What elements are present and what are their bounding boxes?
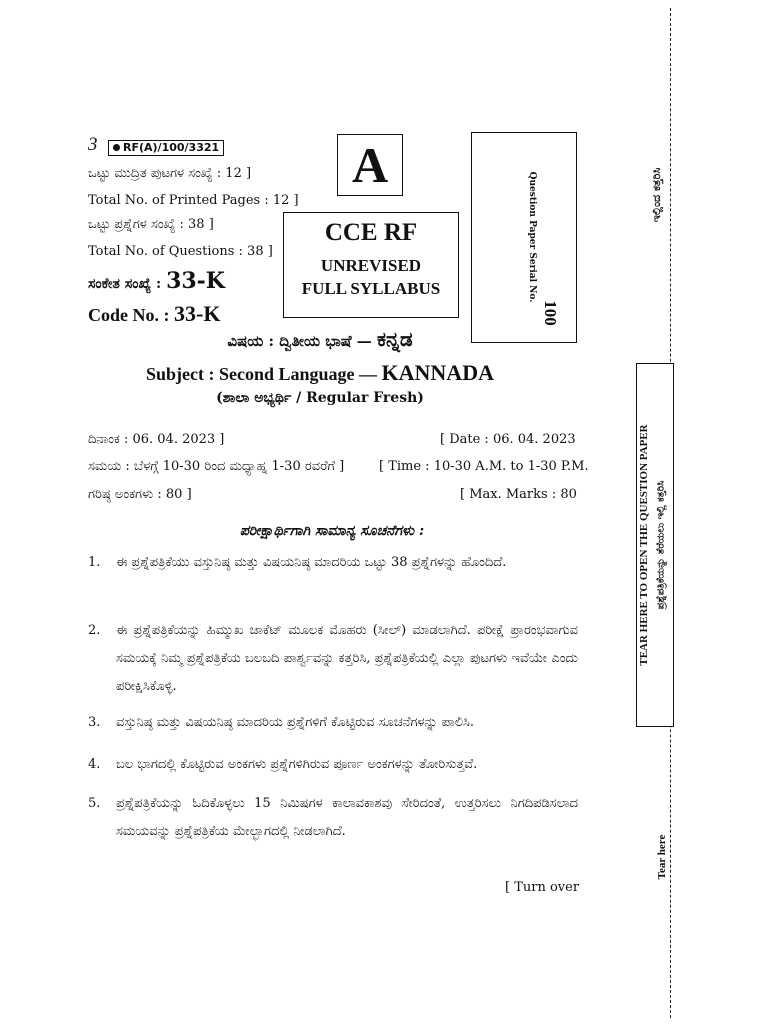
time-kn: ಸಮಯ : ಬೆಳಗ್ಗೆ 10-30 ರಿಂದ ಮಧ್ಯಾಹ್ನ 1-30 ರವರೆಗೆ ]: [88, 459, 345, 474]
instruction-item: [88, 790, 578, 846]
instruction-item: [88, 709, 578, 737]
paper-ref-tag: [108, 140, 224, 156]
tear-here-label: Tear here: [656, 834, 668, 880]
turn-over: [ Turn over: [505, 880, 580, 895]
instruction-text: ಈ ಪ್ರಶ್ನೆಪತ್ರಿಕೆಯು ವಸ್ತುನಿಷ್ಠ ಮತ್ತು ವಿಷಯನಿಷ್ಠ ಮಾದರಿಯ ಒಟ್ಟು 38 ಪ್ರಶ್ನೆಗಳನ್ನು ಹೊಂದಿದೆ.: [116, 555, 507, 570]
instruction-number: 5.: [88, 796, 101, 811]
instruction-number: 4.: [88, 757, 101, 772]
instruction-item: [88, 617, 578, 701]
marks-en: [ Max. Marks : 80: [460, 487, 577, 502]
margin-cut-text-kn: ಇಲ್ಲಿಂದ ಕತ್ತರಿಸಿ: [650, 167, 663, 223]
questions-kn: ಒಟ್ಟು ಪ್ರಶ್ನೆಗಳ ಸಂಖ್ಯೆ : 38 ]: [88, 217, 214, 232]
scheme-sub2: FULL SYLLABUS: [301, 279, 441, 298]
tear-instruction-kn: ಪ್ರಶ್ನೆಪತ್ರಿಕೆಯನ್ನು ತೆರೆಯಲು ಇಲ್ಲಿ ಕತ್ತರಿಸಿ: [655, 480, 667, 610]
marks-kn: ಗರಿಷ್ಠ ಅಂಕಗಳು : 80 ]: [88, 487, 192, 502]
date-kn: ದಿನಾಂಕ : 06. 04. 2023 ]: [88, 432, 225, 447]
instruction-text: ಈ ಪ್ರಶ್ನೆಪತ್ರಿಕೆಯನ್ನು ಹಿಮ್ಮುಖ ಜಾಕೆಟ್ ಮೂಲಕ ಮೊಹರು (ಸೀಲ್) ಮಾಡಲಾಗಿದೆ. ಪರೀಕ್ಷೆ ಪ್ರಾರಂಭವಾಗುವ ಸಮಯಕ್ಕೆ ನಿಮ್ಮ ಪ್ರಶ್ನೆಪತ್ರಿಕೆಯ ಬಲಬದಿ ಪಾರ್ಶ್ವವನ್ನು ಕತ್ತರಿಸಿ, ಪ್ರಶ್ನೆಪತ್ರಿಕೆಯಲ್ಲಿ ಎಲ್ಲಾ ಪುಟಗಳು ಇವೆಯೇ ಎಂದು ಪರೀಕ್ಷಿಸಿಕೊಳ್ಳಿ.: [116, 623, 578, 694]
subject-value-kn: ಕನ್ನಡ: [377, 327, 413, 351]
paper-ref: RF(A)/100/3321: [123, 141, 220, 154]
instructions-heading: ಪರೀಕ್ಷಾರ್ಥಿಗಾಗಿ ಸಾಮಾನ್ಯ ಸೂಚನೆಗಳು :: [239, 523, 425, 539]
printed-pages-en: Total No. of Printed Pages : 12 ]: [88, 193, 299, 208]
code-value-en: 33-K: [174, 301, 221, 326]
subject-label-en: Subject : Second Language —: [146, 364, 378, 384]
code-en: [88, 301, 220, 327]
instruction-number: 1.: [88, 555, 101, 570]
instruction-text: ಬಲ ಭಾಗದಲ್ಲಿ ಕೊಟ್ಟಿರುವ ಅಂಕಗಳು ಪ್ರಶ್ನೆಗಳಿಗಿರುವ ಪೂರ್ಣ ಅಂಕಗಳನ್ನು ತೋರಿಸುತ್ತವೆ.: [116, 757, 478, 772]
scheme-sub1: UNREVISED: [320, 256, 422, 275]
instruction-number: 2.: [88, 623, 101, 638]
instruction-text: ವಸ್ತುನಿಷ್ಠ ಮತ್ತು ವಿಷಯನಿಷ್ಠ ಮಾದರಿಯ ಪ್ರಶ್ನೆಗಳಿಗೆ ಕೊಟ್ಟಿರುವ ಸೂಚನೆಗಳನ್ನು ಪಾಲಿಸಿ.: [116, 715, 475, 730]
serial-number: 100: [541, 300, 560, 326]
subject-kn: [0, 327, 640, 351]
subject-en: [0, 360, 640, 386]
instruction-item: [88, 751, 578, 779]
questions-en: Total No. of Questions : 38 ]: [88, 244, 273, 259]
serial-label: Question Paper Serial No.: [527, 171, 537, 303]
instruction-text: ಪ್ರಶ್ನೆಪತ್ರಿಕೆಯನ್ನು ಓದಿಕೊಳ್ಳಲು 15 ನಿಮಿಷಗಳ ಕಾಲಾವಕಾಶವು ಸೇರಿದಂತೆ, ಉತ್ತರಿಸಲು ನಿಗದಿಪಡಿಸಲಾದ ಸಮಯವನ್ನು ಪ್ರಶ್ನೆಪತ್ರಿಕೆಯ ಮೇಲ್ಭಾಗದಲ್ಲಿ ನೀಡಲಾಗಿದೆ.: [116, 796, 578, 839]
printed-pages-kn: ಒಟ್ಟು ಮುದ್ರಿತ ಪುಟಗಳ ಸಂಖ್ಯೆ : 12 ]: [88, 166, 252, 181]
scheme-title: CCE RF: [324, 219, 418, 246]
scheme-box: [283, 212, 459, 318]
instruction-item: [88, 549, 578, 577]
date-en: [ Date : 06. 04. 2023: [440, 432, 576, 447]
instruction-number: 3.: [88, 715, 101, 730]
page-number: 3: [88, 134, 98, 155]
code-value-kn: 33-K: [166, 268, 225, 294]
serial-number-box: [471, 132, 577, 343]
code-kn: [88, 268, 225, 294]
code-label-en: Code No. :: [88, 305, 170, 325]
code-label-kn: ಸಂಕೇತ ಸಂಖ್ಯೆ :: [88, 276, 162, 292]
subject-value-en: KANNADA: [381, 360, 494, 385]
subject-label-kn: ವಿಷಯ : ದ್ವಿತೀಯ ಭಾಷೆ —: [227, 332, 372, 350]
bullet-icon: [113, 144, 120, 151]
tear-instruction-en: TEAR HERE TO OPEN THE QUESTION PAPER: [638, 424, 650, 666]
time-en: [ Time : 10-30 A.M. to 1-30 P.M.: [379, 459, 589, 474]
series-letter-box: A: [337, 134, 403, 196]
candidate-type: (ಶಾಲಾ ಅಭ್ಯರ್ಥಿ / Regular Fresh): [216, 390, 424, 406]
